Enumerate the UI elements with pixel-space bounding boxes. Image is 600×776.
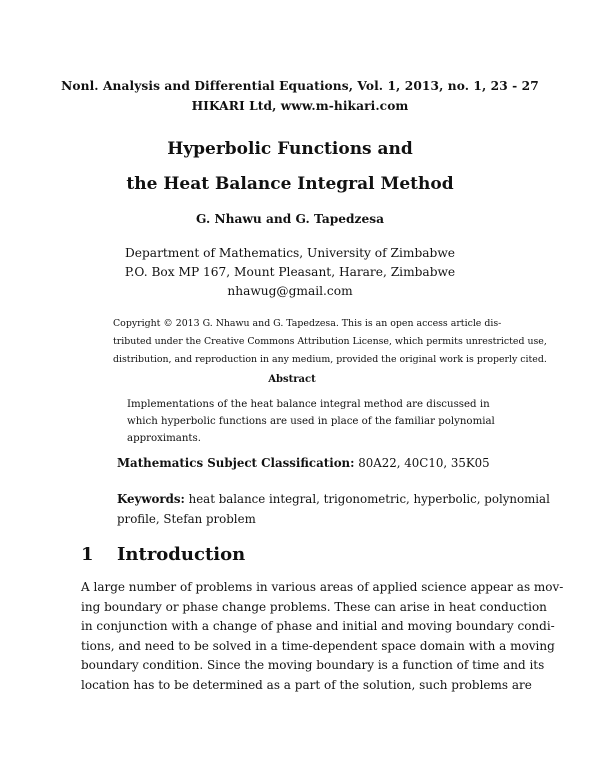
copyright-line: tributed under the Creative Commons Attribution License, which permits unrestricted use, xyxy=(113,336,547,347)
affiliation-department: Department of Mathematics, University of Zimbabwe xyxy=(125,246,455,260)
keywords-line-1 xyxy=(117,489,550,509)
abstract-text xyxy=(127,396,495,447)
copyright-line: distribution, and reproduction in any medium, provided the original work is properly cited. xyxy=(113,354,547,365)
msc-codes: 80A22, 40C10, 35K05 xyxy=(354,456,490,470)
author-email: nhawug@gmail.com xyxy=(227,284,353,298)
keywords-text: heat balance integral, trigonometric, hyperbolic, polynomial xyxy=(184,492,550,506)
abstract-heading: Abstract xyxy=(268,374,316,385)
paragraph-line: A large number of problems in various areas of applied science appear as mov- xyxy=(81,580,564,594)
copyright-line: Copyright © 2013 G. Nhawu and G. Tapedzesa. This is an open access article dis- xyxy=(113,318,502,329)
section-number: 1 xyxy=(81,544,94,565)
affiliation-address: P.O. Box MP 167, Mount Pleasant, Harare, Zimbabwe xyxy=(124,265,456,279)
introduction-paragraph xyxy=(81,578,564,695)
abstract-line: which hyperbolic functions are used in place of the familiar polynomial xyxy=(127,416,495,427)
subject-classification xyxy=(117,456,490,470)
paragraph-line: boundary condition. Since the moving boundary is a function of time and its xyxy=(81,658,545,672)
journal-header xyxy=(0,76,600,116)
paper-title-line-2: the Heat Balance Integral Method xyxy=(126,174,454,194)
publisher-line: HIKARI Ltd, www.m-hikari.com xyxy=(191,99,409,113)
journal-citation: Nonl. Analysis and Differential Equations, Vol. 1, 2013, no. 1, 23 - 27 xyxy=(61,79,539,93)
author-list: G. Nhawu and G. Tapedzesa xyxy=(196,212,384,226)
keywords-line-2: profile, Stefan problem xyxy=(117,512,256,526)
copyright-notice xyxy=(113,315,547,369)
paragraph-line: ing boundary or phase change problems. These can arise in heat conduction xyxy=(81,599,547,614)
keywords-label: Keywords: xyxy=(117,492,185,506)
abstract-line: Implementations of the heat balance integral method are discussed in xyxy=(127,399,490,410)
paragraph-line: location has to be determined as a part of the solution, such problems are xyxy=(81,677,532,692)
section-heading-introduction xyxy=(81,544,245,565)
paper-title-line-1: Hyperbolic Functions and xyxy=(167,139,413,159)
keywords-block xyxy=(117,489,550,529)
section-title: Introduction xyxy=(117,544,246,565)
paragraph-line: tions, and need to be solved in a time-dependent space domain with a moving xyxy=(81,638,555,653)
abstract-line: approximants. xyxy=(127,433,201,444)
paragraph-line: in conjunction with a change of phase and initial and moving boundary condi- xyxy=(81,619,555,633)
msc-label: Mathematics Subject Classification: xyxy=(117,456,355,470)
affiliation-block xyxy=(0,244,580,301)
